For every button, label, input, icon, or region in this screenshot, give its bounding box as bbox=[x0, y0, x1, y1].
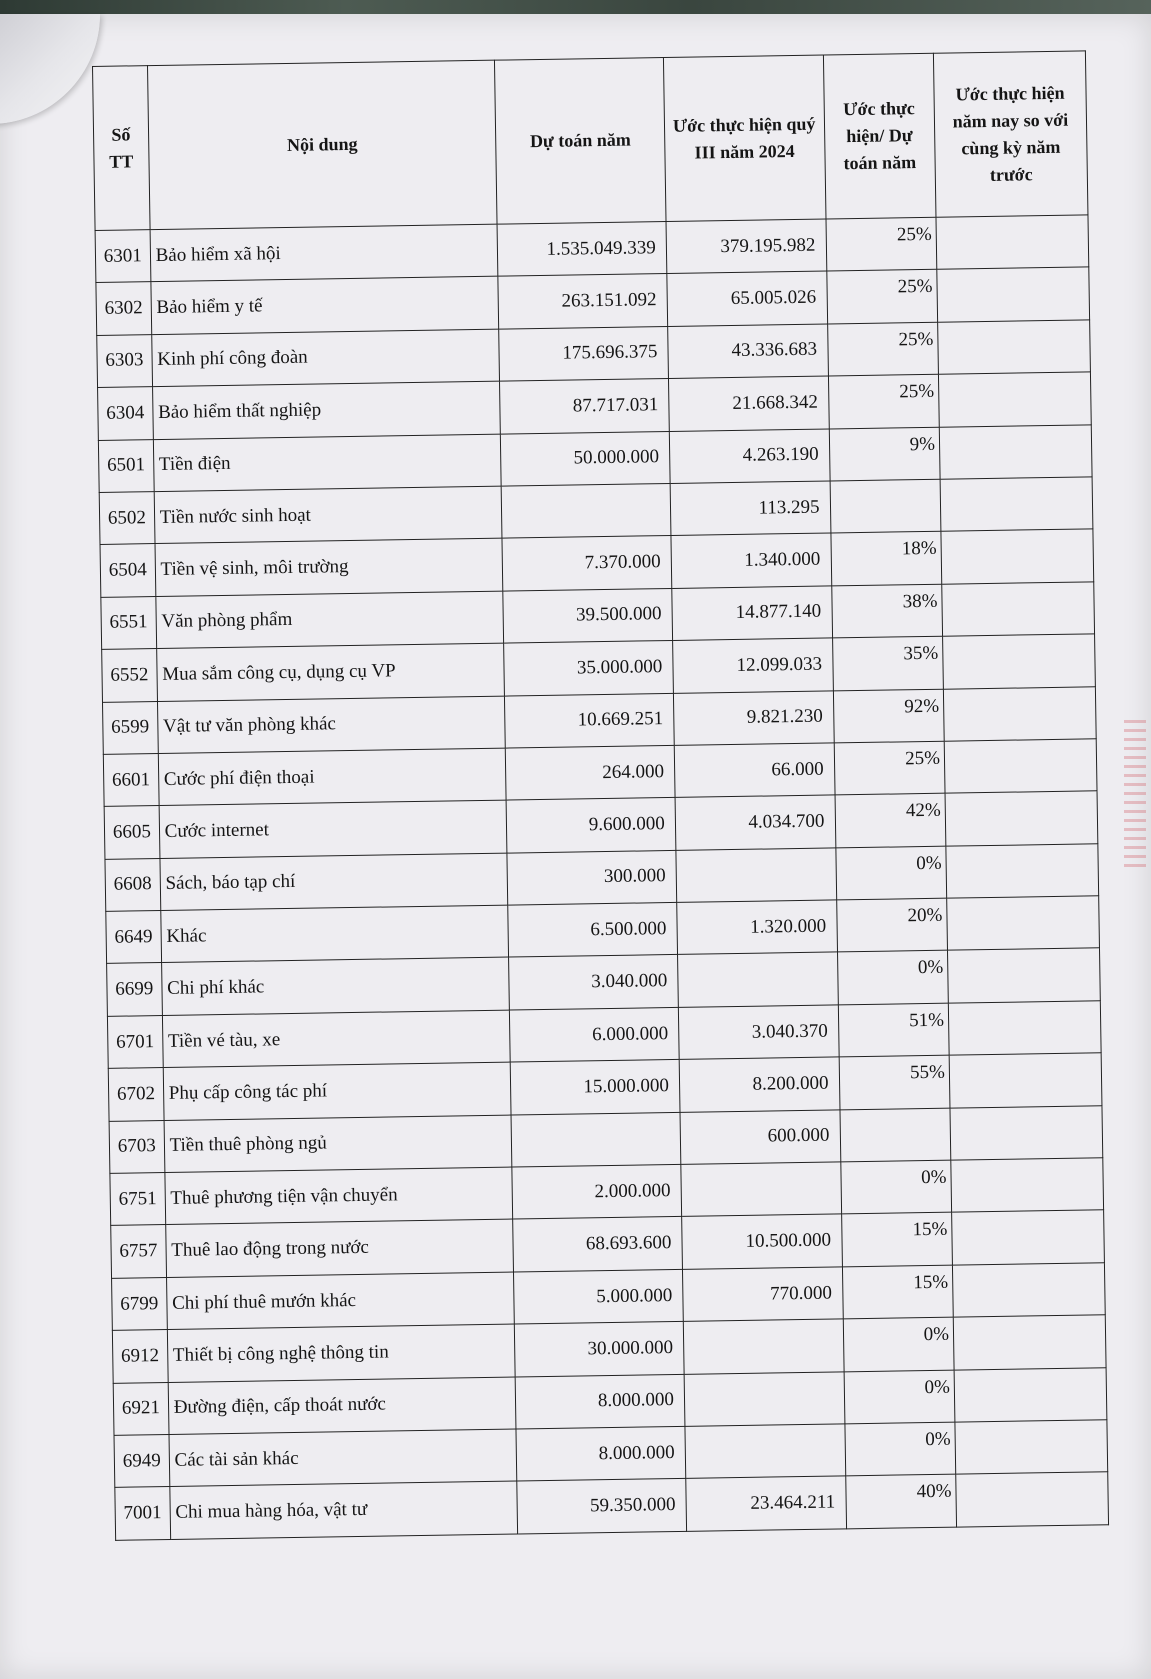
row-content: Tiền nước sinh hoạt bbox=[154, 486, 503, 544]
row-estimate bbox=[676, 848, 836, 903]
row-estimate: 770.000 bbox=[682, 1267, 842, 1322]
row-compare bbox=[942, 582, 1095, 637]
row-ratio: 38% bbox=[831, 584, 942, 638]
row-code: 6504 bbox=[100, 544, 155, 597]
row-ratio: 25% bbox=[828, 374, 939, 428]
row-code: 6949 bbox=[114, 1434, 169, 1487]
row-budget: 9.600.000 bbox=[507, 798, 676, 853]
row-budget: 1.535.049.339 bbox=[497, 222, 666, 277]
row-estimate: 21.668.342 bbox=[668, 376, 828, 431]
row-content: Phụ cấp công tác phí bbox=[163, 1062, 512, 1120]
row-estimate bbox=[684, 1371, 844, 1426]
row-content: Vật tư văn phòng khác bbox=[157, 696, 506, 754]
row-budget: 6.000.000 bbox=[510, 1007, 679, 1062]
row-budget: 10.669.251 bbox=[505, 693, 674, 748]
row-code: 6699 bbox=[107, 963, 162, 1016]
row-content: Tiền vé tàu, xe bbox=[162, 1010, 511, 1068]
row-ratio: 92% bbox=[833, 689, 944, 743]
row-ratio: 15% bbox=[841, 1213, 952, 1267]
table-header bbox=[93, 51, 1088, 231]
row-code: 6757 bbox=[111, 1225, 166, 1278]
row-code: 6751 bbox=[110, 1173, 165, 1226]
row-code: 6702 bbox=[108, 1068, 163, 1121]
row-estimate: 9.821.230 bbox=[673, 690, 833, 745]
table-body bbox=[95, 215, 1108, 1540]
row-budget: 2.000.000 bbox=[512, 1164, 681, 1219]
row-compare bbox=[954, 1367, 1107, 1422]
row-budget: 59.350.000 bbox=[517, 1479, 686, 1534]
row-compare bbox=[944, 739, 1097, 794]
row-estimate: 66.000 bbox=[674, 743, 834, 798]
row-code: 7001 bbox=[115, 1487, 170, 1540]
row-content: Chi phí thuê mướn khác bbox=[166, 1272, 515, 1330]
row-compare bbox=[953, 1315, 1106, 1370]
row-compare bbox=[943, 686, 1096, 741]
row-ratio: 55% bbox=[839, 1055, 950, 1109]
row-estimate: 113.295 bbox=[670, 481, 830, 536]
row-content: Tiền vệ sinh, môi trường bbox=[155, 538, 504, 596]
header-content: Nội dung bbox=[147, 60, 497, 229]
row-estimate: 600.000 bbox=[680, 1110, 840, 1165]
row-content: Chi phí khác bbox=[161, 958, 510, 1016]
row-compare bbox=[943, 634, 1096, 689]
red-stamp-fragment bbox=[1124, 720, 1146, 870]
row-content: Đường điện, cấp thoát nước bbox=[168, 1377, 517, 1435]
row-ratio: 35% bbox=[832, 636, 943, 690]
row-content: Văn phòng phẩm bbox=[156, 591, 505, 649]
header-stt: Số TT bbox=[93, 66, 150, 231]
row-budget: 30.000.000 bbox=[515, 1322, 684, 1377]
row-ratio bbox=[839, 1108, 950, 1162]
row-code: 6912 bbox=[112, 1330, 167, 1383]
row-code: 6608 bbox=[105, 858, 160, 911]
row-budget: 35.000.000 bbox=[504, 641, 673, 696]
row-ratio: 0% bbox=[843, 1317, 954, 1371]
row-budget: 263.151.092 bbox=[498, 274, 667, 329]
row-content: Kinh phí công đoàn bbox=[151, 329, 500, 387]
row-ratio: 0% bbox=[835, 846, 946, 900]
row-compare bbox=[949, 1053, 1102, 1108]
row-compare bbox=[937, 267, 1090, 322]
row-code: 6649 bbox=[106, 911, 161, 964]
row-budget: 264.000 bbox=[506, 745, 675, 800]
row-budget: 87.717.031 bbox=[500, 379, 669, 434]
row-code: 6799 bbox=[112, 1277, 167, 1330]
row-compare bbox=[955, 1420, 1108, 1475]
row-content: Thuê phương tiện vận chuyển bbox=[165, 1167, 514, 1225]
row-estimate: 4.263.190 bbox=[669, 429, 829, 484]
row-ratio: 15% bbox=[842, 1265, 953, 1319]
row-ratio: 25% bbox=[827, 322, 938, 376]
budget-table bbox=[92, 50, 1109, 1540]
page-curl bbox=[0, 14, 100, 124]
row-budget bbox=[502, 483, 671, 538]
row-estimate: 65.005.026 bbox=[667, 271, 827, 326]
row-compare bbox=[938, 372, 1091, 427]
row-budget: 39.500.000 bbox=[503, 588, 672, 643]
row-budget: 7.370.000 bbox=[502, 536, 671, 591]
row-content: Cước phí điện thoại bbox=[158, 748, 507, 806]
row-ratio: 0% bbox=[844, 1422, 955, 1476]
row-estimate: 1.340.000 bbox=[671, 533, 831, 588]
row-estimate bbox=[683, 1319, 843, 1374]
row-content: Thiết bị công nghệ thông tin bbox=[167, 1324, 516, 1382]
row-estimate bbox=[685, 1424, 845, 1479]
row-budget: 3.040.000 bbox=[509, 955, 678, 1010]
row-code: 6551 bbox=[101, 596, 156, 649]
row-compare bbox=[947, 896, 1100, 951]
row-compare bbox=[952, 1210, 1105, 1265]
row-estimate bbox=[677, 952, 837, 1007]
row-budget: 175.696.375 bbox=[499, 326, 668, 381]
row-code: 6302 bbox=[96, 282, 151, 335]
row-code: 6303 bbox=[97, 334, 152, 387]
row-content: Cước internet bbox=[159, 800, 508, 858]
row-compare bbox=[956, 1472, 1109, 1527]
row-budget: 50.000.000 bbox=[501, 431, 670, 486]
row-compare bbox=[939, 424, 1092, 479]
row-ratio: 25% bbox=[826, 270, 937, 324]
row-compare bbox=[952, 1263, 1105, 1318]
row-compare bbox=[941, 529, 1094, 584]
row-estimate: 10.500.000 bbox=[681, 1214, 841, 1269]
row-ratio: 0% bbox=[837, 951, 948, 1005]
row-estimate: 43.336.683 bbox=[668, 324, 828, 379]
row-ratio: 40% bbox=[845, 1474, 956, 1528]
row-ratio: 20% bbox=[836, 898, 947, 952]
row-estimate: 4.034.700 bbox=[675, 795, 835, 850]
row-content: Các tài sản khác bbox=[169, 1429, 518, 1487]
row-estimate: 1.320.000 bbox=[677, 900, 837, 955]
row-content: Tiền thuê phòng ngủ bbox=[164, 1115, 513, 1173]
row-code: 6501 bbox=[98, 439, 153, 492]
row-code: 6301 bbox=[95, 230, 150, 283]
row-code: 6304 bbox=[98, 387, 153, 440]
row-ratio: 25% bbox=[825, 217, 936, 271]
row-code: 6701 bbox=[107, 1015, 162, 1068]
row-budget bbox=[511, 1112, 680, 1167]
row-compare bbox=[940, 477, 1093, 532]
row-compare bbox=[946, 843, 1099, 898]
row-budget: 8.000.000 bbox=[516, 1374, 685, 1429]
header-budget: Dự toán năm bbox=[495, 58, 666, 225]
row-budget: 300.000 bbox=[507, 850, 676, 905]
row-code: 6601 bbox=[103, 753, 158, 806]
row-content: Bảo hiểm y tế bbox=[151, 277, 500, 335]
row-ratio: 0% bbox=[840, 1160, 951, 1214]
row-compare bbox=[948, 1001, 1101, 1056]
row-compare bbox=[938, 320, 1091, 375]
row-compare bbox=[945, 791, 1098, 846]
row-content: Bảo hiểm thất nghiệp bbox=[152, 381, 501, 439]
row-ratio: 18% bbox=[830, 532, 941, 586]
row-compare bbox=[936, 215, 1089, 270]
row-ratio: 42% bbox=[835, 793, 946, 847]
row-estimate: 12.099.033 bbox=[672, 638, 832, 693]
budget-sheet bbox=[92, 50, 1109, 1540]
header-estimate-q3: Ước thực hiện quý III năm 2024 bbox=[663, 55, 825, 221]
row-compare bbox=[947, 948, 1100, 1003]
row-content: Chi mua hàng hóa, vật tư bbox=[169, 1481, 518, 1539]
header-ratio-prev-year: Ước thực hiện năm nay so với cùng kỳ năm trước bbox=[933, 51, 1088, 217]
row-estimate: 3.040.370 bbox=[678, 1005, 838, 1060]
row-budget: 8.000.000 bbox=[516, 1426, 685, 1481]
row-estimate: 23.464.211 bbox=[686, 1476, 846, 1531]
row-code: 6703 bbox=[109, 1120, 164, 1173]
row-code: 6502 bbox=[99, 492, 154, 545]
row-budget: 6.500.000 bbox=[508, 902, 677, 957]
row-budget: 68.693.600 bbox=[513, 1217, 682, 1272]
row-content: Sách, báo tạp chí bbox=[160, 853, 509, 911]
row-estimate: 8.200.000 bbox=[679, 1057, 839, 1112]
row-compare bbox=[951, 1158, 1104, 1213]
row-content: Tiền điện bbox=[153, 434, 502, 492]
row-ratio: 51% bbox=[838, 1003, 949, 1057]
row-estimate bbox=[681, 1162, 841, 1217]
row-ratio bbox=[830, 479, 941, 533]
row-content: Thuê lao động trong nước bbox=[165, 1219, 514, 1277]
row-content: Bảo hiểm xã hội bbox=[150, 224, 499, 282]
row-estimate: 379.195.982 bbox=[666, 219, 826, 274]
row-code: 6921 bbox=[113, 1382, 168, 1435]
row-budget: 15.000.000 bbox=[511, 1060, 680, 1115]
row-ratio: 9% bbox=[829, 427, 940, 481]
row-ratio: 0% bbox=[844, 1370, 955, 1424]
row-content: Khác bbox=[160, 905, 509, 963]
row-code: 6552 bbox=[102, 649, 157, 702]
row-content: Mua sắm công cụ, dụng cụ VP bbox=[156, 643, 505, 701]
header-ratio-budget: Ước thực hiện/ Dự toán năm bbox=[823, 53, 936, 219]
row-code: 6605 bbox=[104, 806, 159, 859]
row-compare bbox=[950, 1105, 1103, 1160]
row-estimate: 14.877.140 bbox=[672, 586, 832, 641]
row-budget: 5.000.000 bbox=[514, 1269, 683, 1324]
row-code: 6599 bbox=[102, 701, 157, 754]
row-ratio: 25% bbox=[834, 741, 945, 795]
